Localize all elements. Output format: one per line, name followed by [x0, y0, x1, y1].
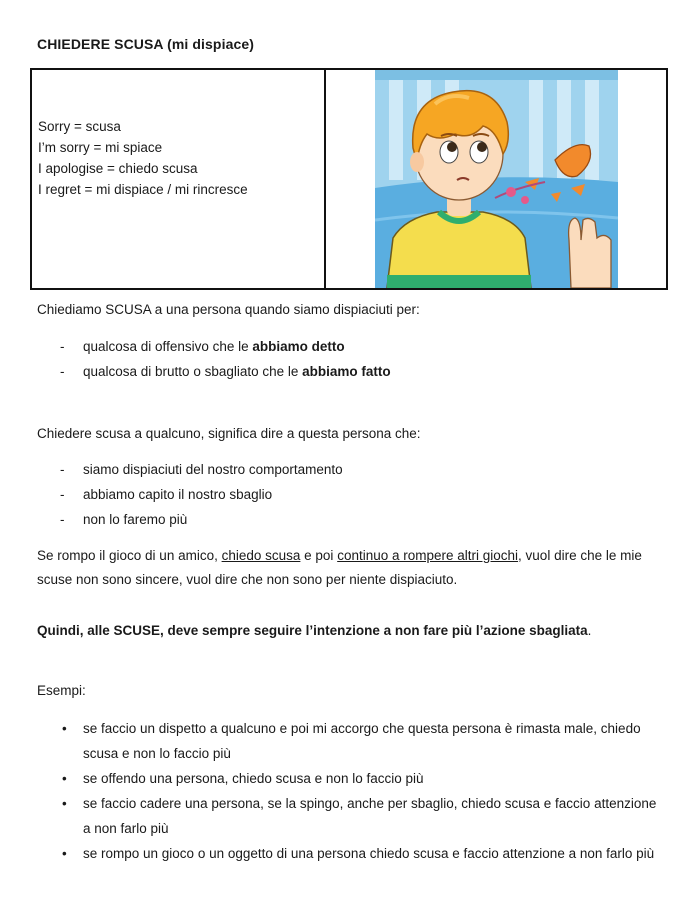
list-item [60, 482, 343, 507]
list-item [60, 791, 660, 841]
underlined-text: chiedo scusa [221, 548, 301, 563]
underlined-text: continuo a rompere altri giochi [337, 548, 519, 563]
reason-emphasis: abbiamo detto [252, 339, 345, 354]
paragraph-text: Se rompo il gioco di un amico, [37, 548, 222, 563]
list-item [60, 841, 660, 866]
list-item [60, 457, 343, 482]
paragraph-text: , vuol dire che le mie scuse non sono sincere, vuol dire che non sono per niente dispiaciuto. [37, 548, 642, 587]
meaning-intro-text: Chiedere scusa a qualcuno, significa dire a questa persona che: [37, 426, 421, 441]
bullet-marker: • [62, 796, 67, 811]
paragraph-text: e poi [300, 548, 338, 563]
example-paragraph [37, 544, 667, 592]
dash-marker: - [60, 364, 65, 379]
reason-text: qualcosa di offensivo che le [83, 339, 253, 354]
meaning-list [60, 457, 343, 532]
meaning-text: non lo faremo più [83, 512, 188, 527]
list-item [60, 716, 660, 766]
reason-text: qualcosa di brutto o sbagliato che le [83, 364, 303, 379]
example-text: se faccio cadere una persona, se la spingo, anche per sbaglio, chiedo scusa e faccio attenzione a non farlo più [83, 796, 657, 836]
bullet-marker: • [62, 721, 67, 736]
example-text: se faccio un dispetto a qualcuno e poi mi accorgo che questa persona è rimasta male, chiedo scusa e non lo faccio più [83, 721, 641, 761]
vocabulary-line: I regret = mi dispiace / mi rincresce [38, 182, 248, 197]
reasons-list [60, 334, 391, 384]
vocabulary-line: I apologise = chiedo scusa [38, 161, 198, 176]
sorry-boy-illustration [375, 70, 618, 288]
illustration-cell [324, 70, 666, 288]
vocabulary-table [30, 68, 668, 290]
dash-marker: - [60, 339, 65, 354]
vocabulary-line: I’m sorry = mi spiace [38, 140, 163, 155]
bullet-marker: • [62, 846, 67, 861]
page-title: CHIEDERE SCUSA (mi dispiace) [37, 36, 254, 52]
list-item [60, 334, 391, 359]
dash-marker: - [60, 462, 65, 477]
examples-list [60, 716, 660, 866]
meaning-text: abbiamo capito il nostro sbaglio [83, 487, 273, 502]
examples-heading: Esempi: [37, 683, 86, 698]
list-item [60, 507, 343, 532]
conclusion-bold: Quindi, alle SCUSE, deve sempre seguire l’intenzione a non fare più l’azione sbagliata [37, 623, 588, 638]
conclusion-period: . [587, 623, 592, 638]
dash-marker: - [60, 512, 65, 527]
list-item [60, 766, 660, 791]
meaning-text: siamo dispiaciuti del nostro comportamento [83, 462, 343, 477]
vocabulary-cell [32, 70, 326, 288]
dash-marker: - [60, 487, 65, 502]
list-item [60, 359, 391, 384]
reason-emphasis: abbiamo fatto [302, 364, 391, 379]
conclusion-text [37, 619, 591, 643]
intro-text: Chiediamo SCUSA a una persona quando siamo dispiaciuti per: [37, 302, 420, 317]
vocabulary-list [38, 116, 248, 200]
example-text: se offendo una persona, chiedo scusa e non lo faccio più [83, 771, 424, 786]
example-text: se rompo un gioco o un oggetto di una persona chiedo scusa e faccio attenzione a non farlo più [83, 846, 655, 861]
bullet-marker: • [62, 771, 67, 786]
vocabulary-line: Sorry = scusa [38, 119, 121, 134]
